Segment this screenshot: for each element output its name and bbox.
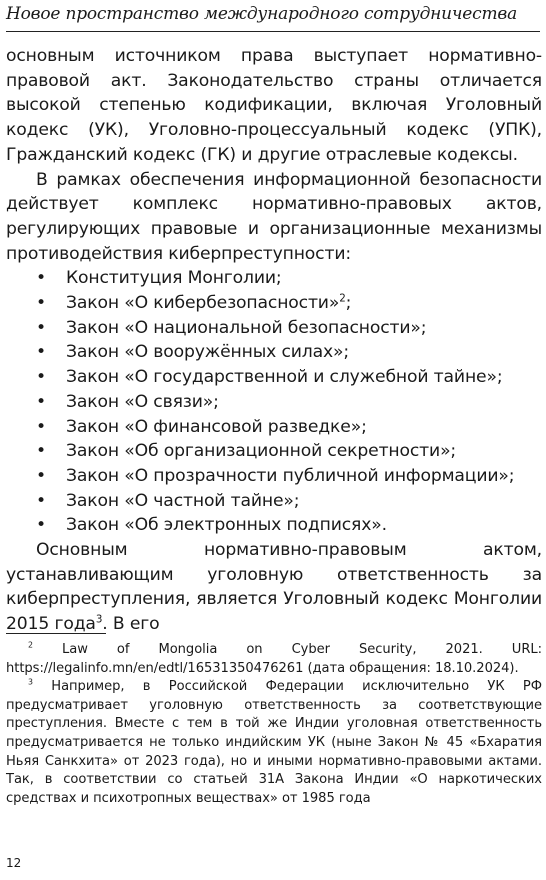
list-item: • Закон «О кибербезопасности»$^2$; bbox=[6, 291, 542, 316]
list-item: • Закон «О государственной и служебной тайне»; bbox=[6, 365, 542, 390]
running-header: Новое пространство международного сотрудничества bbox=[6, 4, 518, 24]
footnote-number: 2 bbox=[28, 640, 33, 650]
footnote: $^2$ Law of Mongolia on Cyber Security, 2021. URL: https://legalinfo.mn/en/edtl/16531350476261 (дата обращения: 18.10.2024). bbox=[6, 640, 542, 676]
bullet-icon: • bbox=[36, 391, 46, 412]
footnote-ref[interactable]: 3 bbox=[95, 613, 103, 626]
footnote-divider bbox=[6, 633, 106, 634]
bullet-icon: • bbox=[36, 293, 46, 314]
bullet-icon: • bbox=[36, 515, 46, 536]
list-item: • Закон «О связи»; bbox=[6, 390, 542, 415]
page-number: 12 bbox=[6, 856, 22, 870]
bullet-icon: • bbox=[36, 465, 46, 486]
list-item: • Конституция Монголии; bbox=[6, 266, 542, 291]
main-text bbox=[6, 44, 542, 637]
bullet-icon: • bbox=[36, 367, 46, 388]
bullet-icon: • bbox=[36, 268, 46, 289]
footnote-number: 3 bbox=[28, 677, 33, 687]
list-item: • Закон «Об электронных подписях». bbox=[6, 513, 542, 538]
paragraph-2: В рамках обеспечения информационной безопасности действует комплекс нормативно-правовых актов, регулирующих правовые и организационные механизмы противодействия киберпреступности: bbox=[6, 169, 542, 264]
bullet-icon: • bbox=[36, 342, 46, 363]
paragraph-1: основным источником права выступает нормативно-правовой акт. Законодательство страны отличается высокой степенью кодификации, включая Уголовный кодекс (УК), Уголовно-процессуальный кодекс (УПК), Гражданский кодекс (ГК) и другие отраслевые кодексы. bbox=[6, 46, 542, 165]
footnotes bbox=[6, 641, 542, 808]
bullet-icon: • bbox=[36, 416, 46, 437]
list-item: • Закон «О национальной безопасности»; bbox=[6, 316, 542, 341]
header-divider bbox=[6, 31, 540, 32]
footnote: $^3$ Например, в Российской Федерации исключительно УК РФ предусматривает уголовную ответственность за соответствующие преступления. Вместе с тем в той же Индии уголовная ответственность предусматривается не только индийским УК (ныне Закон № 45 «Бхаратия Ньяя Санкхита» от 2023 года), но и иными нормативно-правовыми актами. Так, в соответствии со статьей 31А Закона Индии «О наркотических средствах и психотропных веществах» от 1985 года bbox=[6, 677, 542, 806]
paragraph-3: Основным нормативно-правовым актом, устанавливающим уголовную ответственность за киберпреступления, является Уголовный кодекс Монголии 2015 года$^3$. В его bbox=[6, 540, 542, 635]
list-item: • Закон «О финансовой разведке»; bbox=[6, 415, 542, 440]
list-item: • Закон «О частной тайне»; bbox=[6, 489, 542, 514]
bullet-icon: • bbox=[36, 441, 46, 462]
footnote-ref[interactable]: 2 bbox=[339, 292, 346, 305]
list-item: • Закон «О прозрачности публичной информации»; bbox=[6, 464, 542, 489]
list-item: • Закон «Об организационной секретности»; bbox=[6, 439, 542, 464]
bullet-icon: • bbox=[36, 317, 46, 338]
laws-list bbox=[6, 266, 542, 538]
bullet-icon: • bbox=[36, 490, 46, 511]
list-item: • Закон «О вооружённых силах»; bbox=[6, 340, 542, 365]
